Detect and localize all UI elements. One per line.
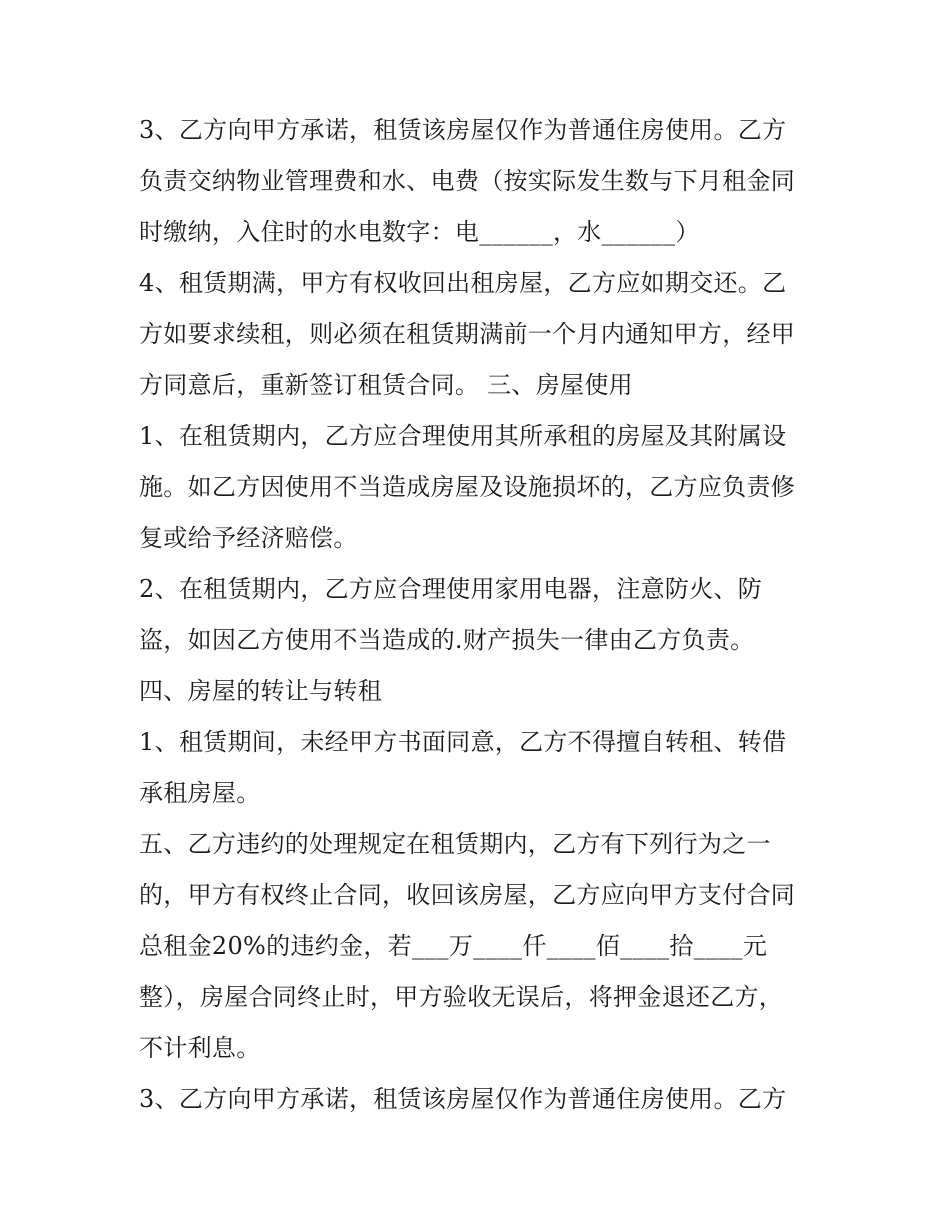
text-line: 2、在租赁期内，乙方应合理使用家用电器，注意防火、防	[139, 575, 763, 603]
text-line: 1、在租赁期内，乙方应合理使用其所承租的房屋及其附属设	[139, 422, 787, 450]
text-line: 复或给予经济赔偿。	[139, 524, 358, 552]
text-line: 1、租赁期间，未经甲方书面同意，乙方不得擅自转租、转借	[139, 728, 787, 756]
text-line: 时缴纳，入住时的水电数字：电______，水______）	[139, 218, 700, 246]
text-line: 五、乙方违约的处理规定在租赁期内，乙方有下列行为之一	[139, 830, 771, 858]
text-line: 盗，如因乙方使用不当造成的.财产损失一律由乙方负责。	[139, 626, 755, 654]
text-line: 负责交纳物业管理费和水、电费（按实际发生数与下月租金同	[139, 167, 796, 195]
text-line: 施。如乙方因使用不当造成房屋及设施损坏的，乙方应负责修	[139, 473, 796, 501]
text-line: 方同意后，重新签订租赁合同。 三、房屋使用	[139, 371, 633, 399]
text-line: 不计利息。	[139, 1034, 261, 1062]
text-line: 方如要求续租，则必须在租赁期满前一个月内通知甲方，经甲	[139, 320, 796, 348]
text-line: 的，甲方有权终止合同，收回该房屋，乙方应向甲方支付合同	[139, 881, 796, 909]
text-line: 整），房屋合同终止时，甲方验收无误后，将押金退还乙方，	[139, 983, 784, 1011]
text-line: 3、乙方向甲方承诺，租赁该房屋仅作为普通住房使用。乙方	[139, 1085, 787, 1113]
text-line: 3、乙方向甲方承诺，租赁该房屋仅作为普通住房使用。乙方	[139, 116, 787, 144]
text-line: 承租房屋。	[139, 779, 261, 807]
text-line: 总租金20%的违约金，若___万____仟____佰____拾____元	[139, 932, 768, 960]
text-line: 4、租赁期满，甲方有权收回出租房屋，乙方应如期交还。乙	[139, 269, 787, 297]
section-heading: 四、房屋的转让与转租	[139, 677, 382, 705]
